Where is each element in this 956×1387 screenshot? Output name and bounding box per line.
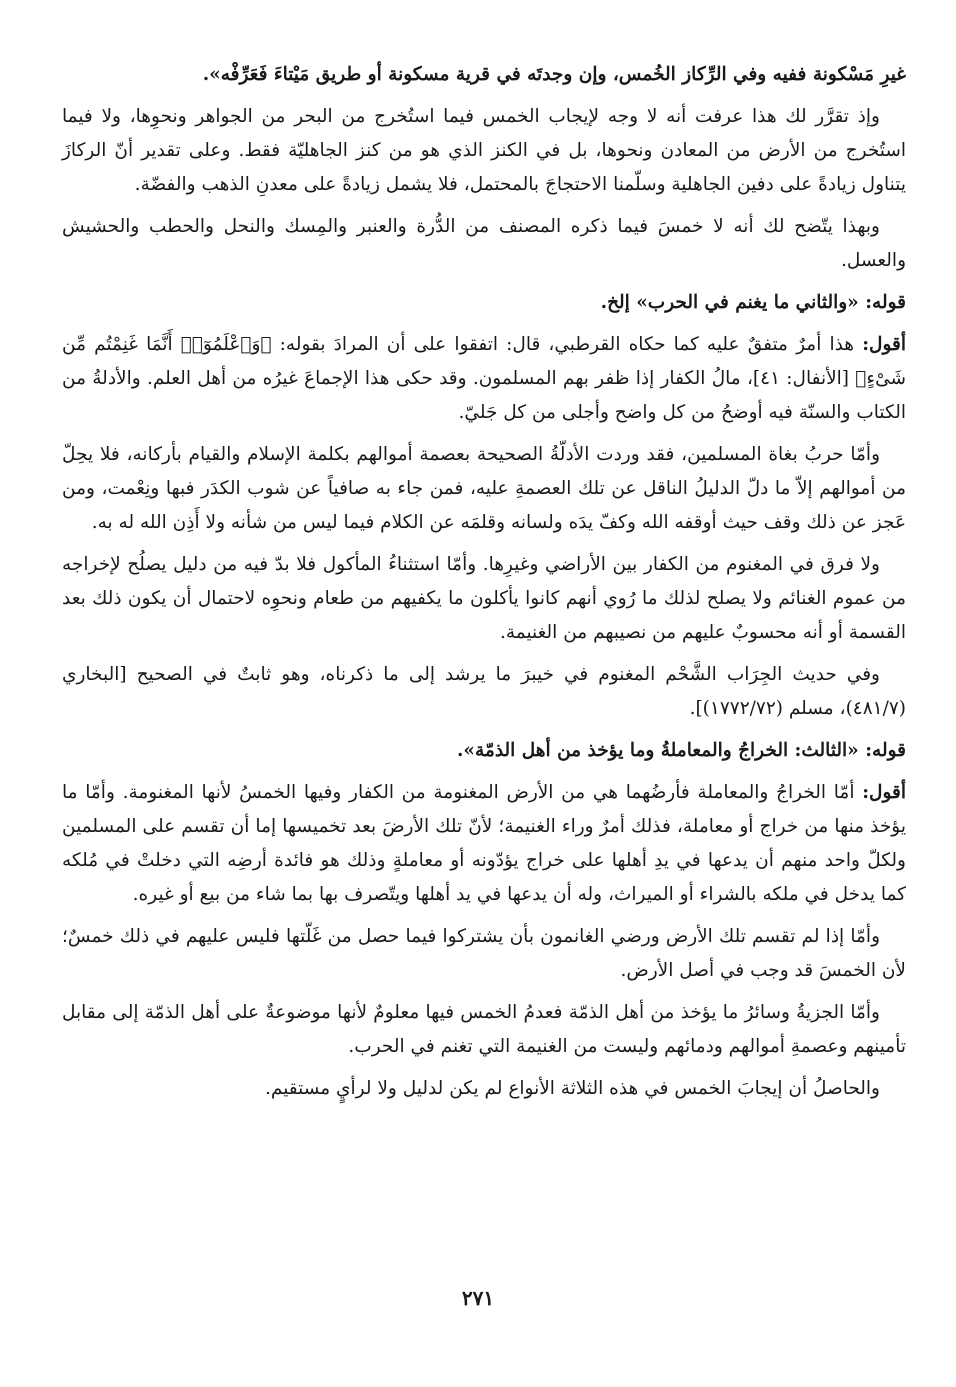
paragraph-text: وفي حديث الجِرَاب الشَّحْم المغنوم في خيبرَ ما يرشد إلى ما ذكرناه، وهو ثابتٌ في الصحيح [البخاري (٤٨١/٧)، مسلم (١٧٧٢/٧٢)].	[62, 664, 906, 719]
paragraph	[62, 100, 906, 202]
paragraph-text: أمّا الخراجُ والمعاملة فأرضُهما هي من الأرض المغنومة من الكفار وفيها الخمسُ لأنها المغنومة. وأمّا ما يؤخذ منها من خراج أو معاملة، فذلك أمرٌ وراء الغنيمة؛ لأنّ تلك الأرضَ بعد تخميسها إما أن تقسم على المسلمين ولكلّ واحد منهم أن يدعها في يدِ أهلها على خراج يؤدّونه أو معاملةٍ وذلك هو فائدة أرضِه التي دخلتْ في مُلكه كما يدخل في ملكه بالشراء أو الميراث، وله أن يدعها في يد أهلها ويتّصرف بها بما شاء من بيع أو غيره.	[62, 782, 906, 905]
paragraph-text: ولا فرق في المغنوم من الكفار بين الأراضي وغيرِها. وأمّا استثناءُ المأكول فلا بدّ فيه من دليل يصلُح لإخراجه من عموم الغنائم ولا يصلح لذلك ما رُوي أنهم كانوا يأكلون ما يكفيهم من طعام ونحوِه لاحتمال أن يكون ذلك بعد القسمة أو أنه محسوبٌ عليهم من نصيبهم من الغنيمة.	[62, 554, 906, 643]
paragraph-text: «والثاني ما يغنم في الحرب» إلخ.	[600, 292, 859, 313]
paragraph-text: وإذ تقرَّر لك هذا عرفت أنه لا وجه لإيجاب الخمس فيما استُخرج من البحر من الجواهر ونحوِها، ولا فيما استُخرج من الأرض من المعادن ونحوها، بل في الكنز الذي هو من كنز الجاهليّة فقط. وعلى تقدير أنّ الركازَ يتناول زيادةً على دفين الجاهلية وسلّمنا الاحتجاجَ بالمحتمل، فلا يشمل زيادةً على معدنِ الذهب والفضّة.	[62, 106, 906, 195]
paragraph-text: هذا أمرٌ متفقٌ عليه كما حكاه القرطبي، قال: اتفقوا على أن المرادَ بقوله: ﴿وَٱعْلَمُوٓا۟ أَنَّمَا غَنِمْتُم مِّن شَىْءٍ﴾ [الأنفال: ٤١]، مالُ الكفار إذا ظفر بهم المسلمون. وقد حكى هذا الإجماعَ غيرُه من أهل العلم. والأدلةُ من الكتاب والسنّة فيه أوضحُ من كل واضح وأجلى من كل جَليّ.	[62, 334, 906, 423]
paragraph-text: غيرِ مَسْكونة ففيه وفي الرِّكاز الخُمس، وإن وجدتَه في قرية مسكونة أو طريق مَيْتاءَ فَعَرِّفْه».	[202, 64, 906, 85]
paragraph	[62, 996, 906, 1064]
document-page	[62, 58, 906, 1114]
paragraph	[62, 776, 906, 912]
page-number: ٢٧١	[461, 1286, 495, 1310]
paragraph	[62, 1072, 906, 1106]
paragraph	[62, 58, 906, 92]
paragraph-label: أقول:	[862, 782, 906, 803]
paragraph-text: وأمّا الجزيةُ وسائرُ ما يؤخذ من أهل الذمّة فعدمُ الخمس فيها معلومٌ لأنها موضوعةٌ على أهل الذمّة إلى مقابل تأمينهم وعصمةِ أموالهم ودمائهم وليست من الغنيمة التي تغنم في الحرب.	[62, 1002, 906, 1057]
paragraph	[62, 210, 906, 278]
paragraph-text: وأمّا حربُ بغاة المسلمين، فقد وردت الأدلّةُ الصحيحة بعصمة أموالهم بكلمة الإسلام والقيام بأركانه، فلا يحِلّ من أموالهم إلاّ ما دلّ الدليلُ الناقل عن تلك العصمةِ عليه، فمن جاء به صافياً عن شوب الكدَر فبها ونِعْمت، ومن عَجز عن ذلك وقف حيث أوقفه الله وكفّ يدَه ولسانه وقلمَه عن الكلام فيما ليس من شأنه ولا أَذِن الله له به.	[62, 444, 906, 533]
paragraph-label: قوله:	[865, 292, 906, 313]
paragraph	[62, 658, 906, 726]
paragraph-label: أقول:	[862, 334, 906, 355]
paragraph	[62, 286, 906, 320]
paragraph-text: والحاصلُ أن إيجابَ الخمس في هذه الثلاثة الأنواع لم يكن لدليل ولا لرأيٍ مستقيم.	[265, 1078, 880, 1099]
paragraph	[62, 548, 906, 650]
paragraph-text: وأمّا إذا لم تقسم تلك الأرض ورضي الغانمون بأن يشتركوا فيما حصل من غَلّتها فليس عليهم في ذلك خمسٌ؛ لأن الخمسَ قد وجب في أصل الأرض.	[62, 926, 906, 981]
paragraph	[62, 920, 906, 988]
paragraph-text: «الثالث: الخراجُ والمعاملةُ وما يؤخذ من أهل الذمّة».	[456, 740, 859, 761]
paragraph-label: قوله:	[865, 740, 906, 761]
paragraph	[62, 734, 906, 768]
paragraph	[62, 438, 906, 540]
paragraph-text: وبهذا يتّضح لك أنه لا خمسَ فيما ذكره المصنف من الدُّرة والعنبر والمِسك والنحل والحطب والحشيش والعسل.	[62, 216, 906, 271]
paragraph	[62, 328, 906, 430]
